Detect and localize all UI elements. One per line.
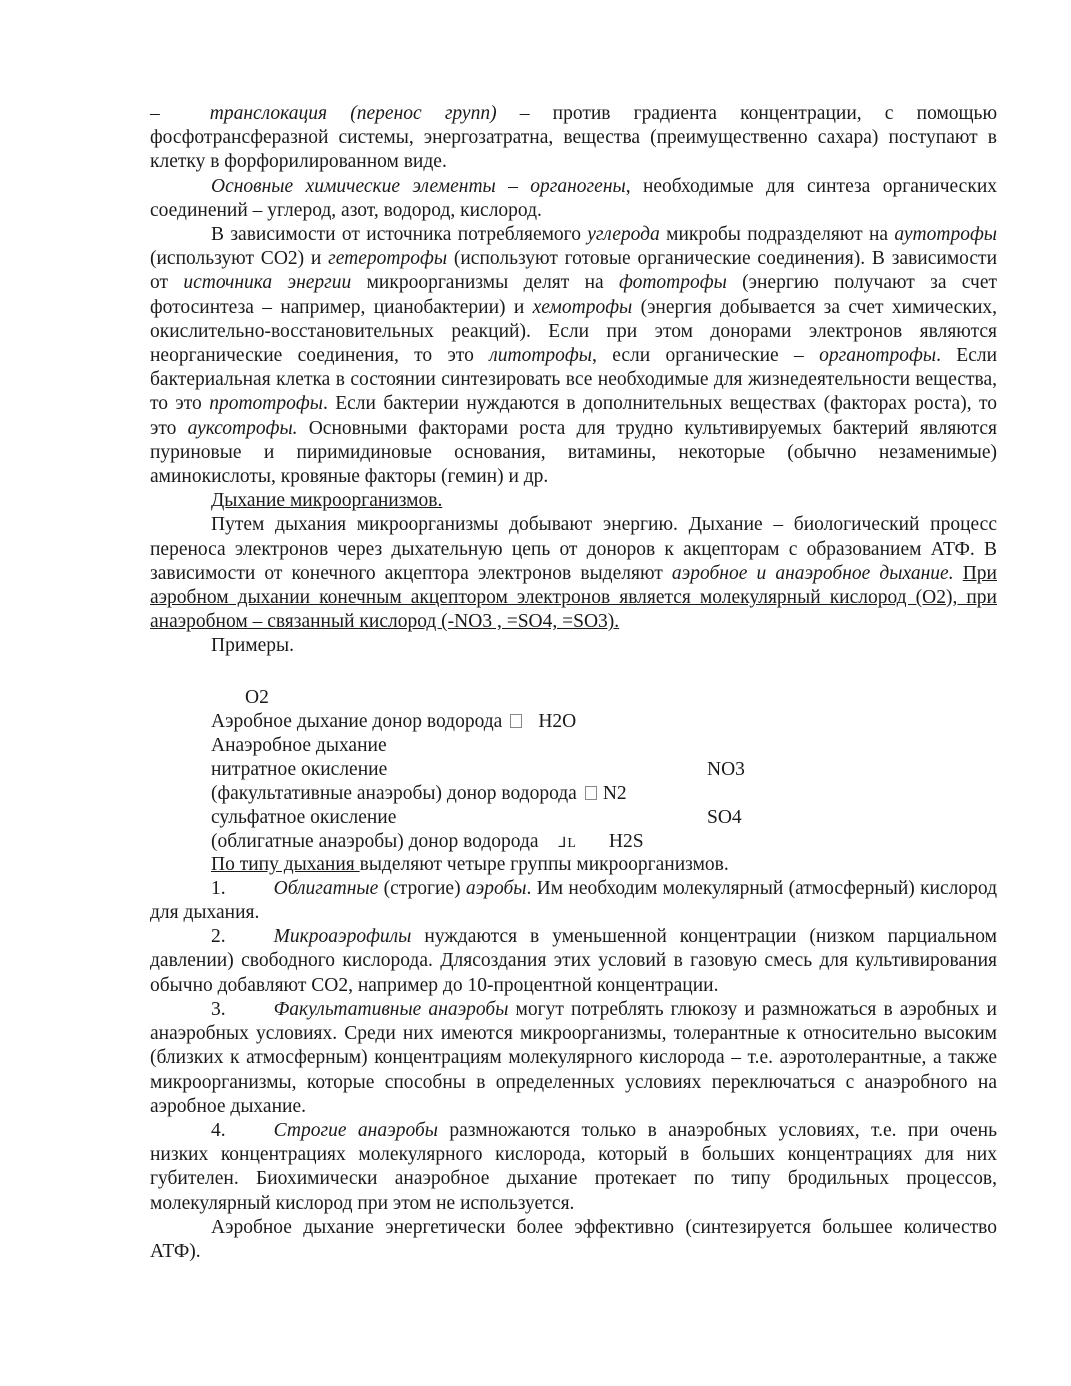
arrow-placeholder-icon bbox=[585, 786, 597, 800]
arrow-placeholder-icon bbox=[510, 714, 522, 728]
paragraph-translocation: – транслокация (перенос групп) – против градиента концентрации, с помощью фосфотрансферазной системы, энергозатратна, вещества (преимущественно сахара) поступают в клетку в форфорилированном виде. bbox=[150, 103, 998, 173]
dash: – bbox=[150, 103, 160, 124]
document-page bbox=[150, 102, 997, 1264]
arrow-glyph-icon: ⅃L bbox=[558, 835, 577, 851]
scheme-o2: O2 bbox=[245, 686, 269, 708]
scheme-nitrate: нитратное окисление bbox=[211, 758, 388, 780]
scheme-obligate-row: (облигатные анаэробы) донор водорода ⅃L H2S bbox=[211, 830, 644, 852]
scheme-facultative-row: (факультативные анаэробы) донор водорода N2 bbox=[211, 782, 627, 804]
term-translocation: транслокация (перенос групп) bbox=[209, 103, 497, 124]
scheme-so4: SO4 bbox=[707, 806, 742, 828]
paragraph-groups-intro: По типу дыхания выделяют четыре группы микроорганизмов. bbox=[211, 853, 729, 875]
paragraph-organogens: Основные химические элементы – органогены, необходимые для синтеза органических соединений – углерод, азот, водород, кислород. bbox=[150, 175, 997, 221]
scheme-anaerobic: Анаэробное дыхание bbox=[211, 734, 387, 756]
list-item-4: 4. Строгие анаэробы размножаются только в анаэробных условиях, т.е. при очень низких концентрациях молекулярного кислорода, который в больших концентрациях для них губителен. Биохимически анаэробное дыхание протекает по типу бродильных процессов, молекулярный кислород при этом не используется. bbox=[150, 1119, 997, 1214]
scheme-aerobic-row: Аэробное дыхание донор водорода H2O bbox=[211, 710, 577, 732]
list-item-2: 2. Микроаэрофилы нуждаются в уменьшенной концентрации (низком парциальном давлении) свободного кислорода. Длясоздания этих условий в газовую смесь для культивирования обычно добавляют СО2, например до 10-процентной концентрации. bbox=[150, 926, 997, 996]
paragraph-conclusion: Аэробное дыхание энергетически более эффективно (синтезируется большее количество АТФ). bbox=[150, 1216, 997, 1262]
paragraph-respiration: Путем дыхания микроорганизмы добывают энергию. Дыхание – биологический процесс переноса электронов через дыхательную цепь от доноров к акцепторам с образованием АТФ. В зависимости от конечного акцептора электронов выделяют аэробное и анаэробное дыхание. При аэробном дыхании конечным акцептором электронов является молекулярный кислород (О2), при анаэробном – связанный кислород (-NO3 , =SO4, =SO3). bbox=[150, 514, 997, 633]
respiration-scheme bbox=[150, 659, 997, 853]
section-heading-respiration: Дыхание микроорганизмов. bbox=[211, 490, 443, 512]
paragraph-trophic-types: В зависимости от источника потребляемого углерода микробы подразделяют на аутотрофы (используют СО2) и гетеротрофы (используют готовые органические соединения). В зависимости от источника энергии микроорганизмы делят на фототрофы (энергию получают за счет фотосинтеза – например, цианобактерии) и хемотрофы (энергия добывается за счет химических, окислительно-восстановительных реакций). Если при этом донорами электронов являются неорганические соединения, то это литотрофы, если органические – органотрофы. Если бактериальная клетка в состоянии синтезировать все необходимые для жизнедеятельности вещества, то это прототрофы. Если бактерии нуждаются в дополнительных веществах (факторах роста), то это ауксотрофы. Основными факторами роста для трудно культивируемых бактерий являются пуриновые и пиримидиновые основания, витамины, некоторые (обычно незаменимые) аминокислоты, кровяные факторы (гемин) и др. bbox=[150, 224, 998, 488]
examples-label: Примеры. bbox=[211, 635, 294, 657]
scheme-no3: NO3 bbox=[707, 758, 745, 780]
list-item-1: 1. Облигатные (строгие) аэробы. Им необходим молекулярный (атмосферный) кислород для дыхания. bbox=[150, 877, 997, 924]
scheme-sulfate: сульфатное окисление bbox=[211, 806, 397, 828]
list-item-3: 3. Факультативные анаэробы могут потреблять глюкозу и размножаться в аэробных и анаэробных условиях. Среди них имеются микроорганизмы, толерантные к относительно высоким (близких к атмосферным) концентрациям молекулярного кислорода – т.е. аэротолерантные, а также микроорганизмы, которые способны в определенных условиях переключаться с анаэробного на аэробное дыхание. bbox=[150, 998, 997, 1117]
